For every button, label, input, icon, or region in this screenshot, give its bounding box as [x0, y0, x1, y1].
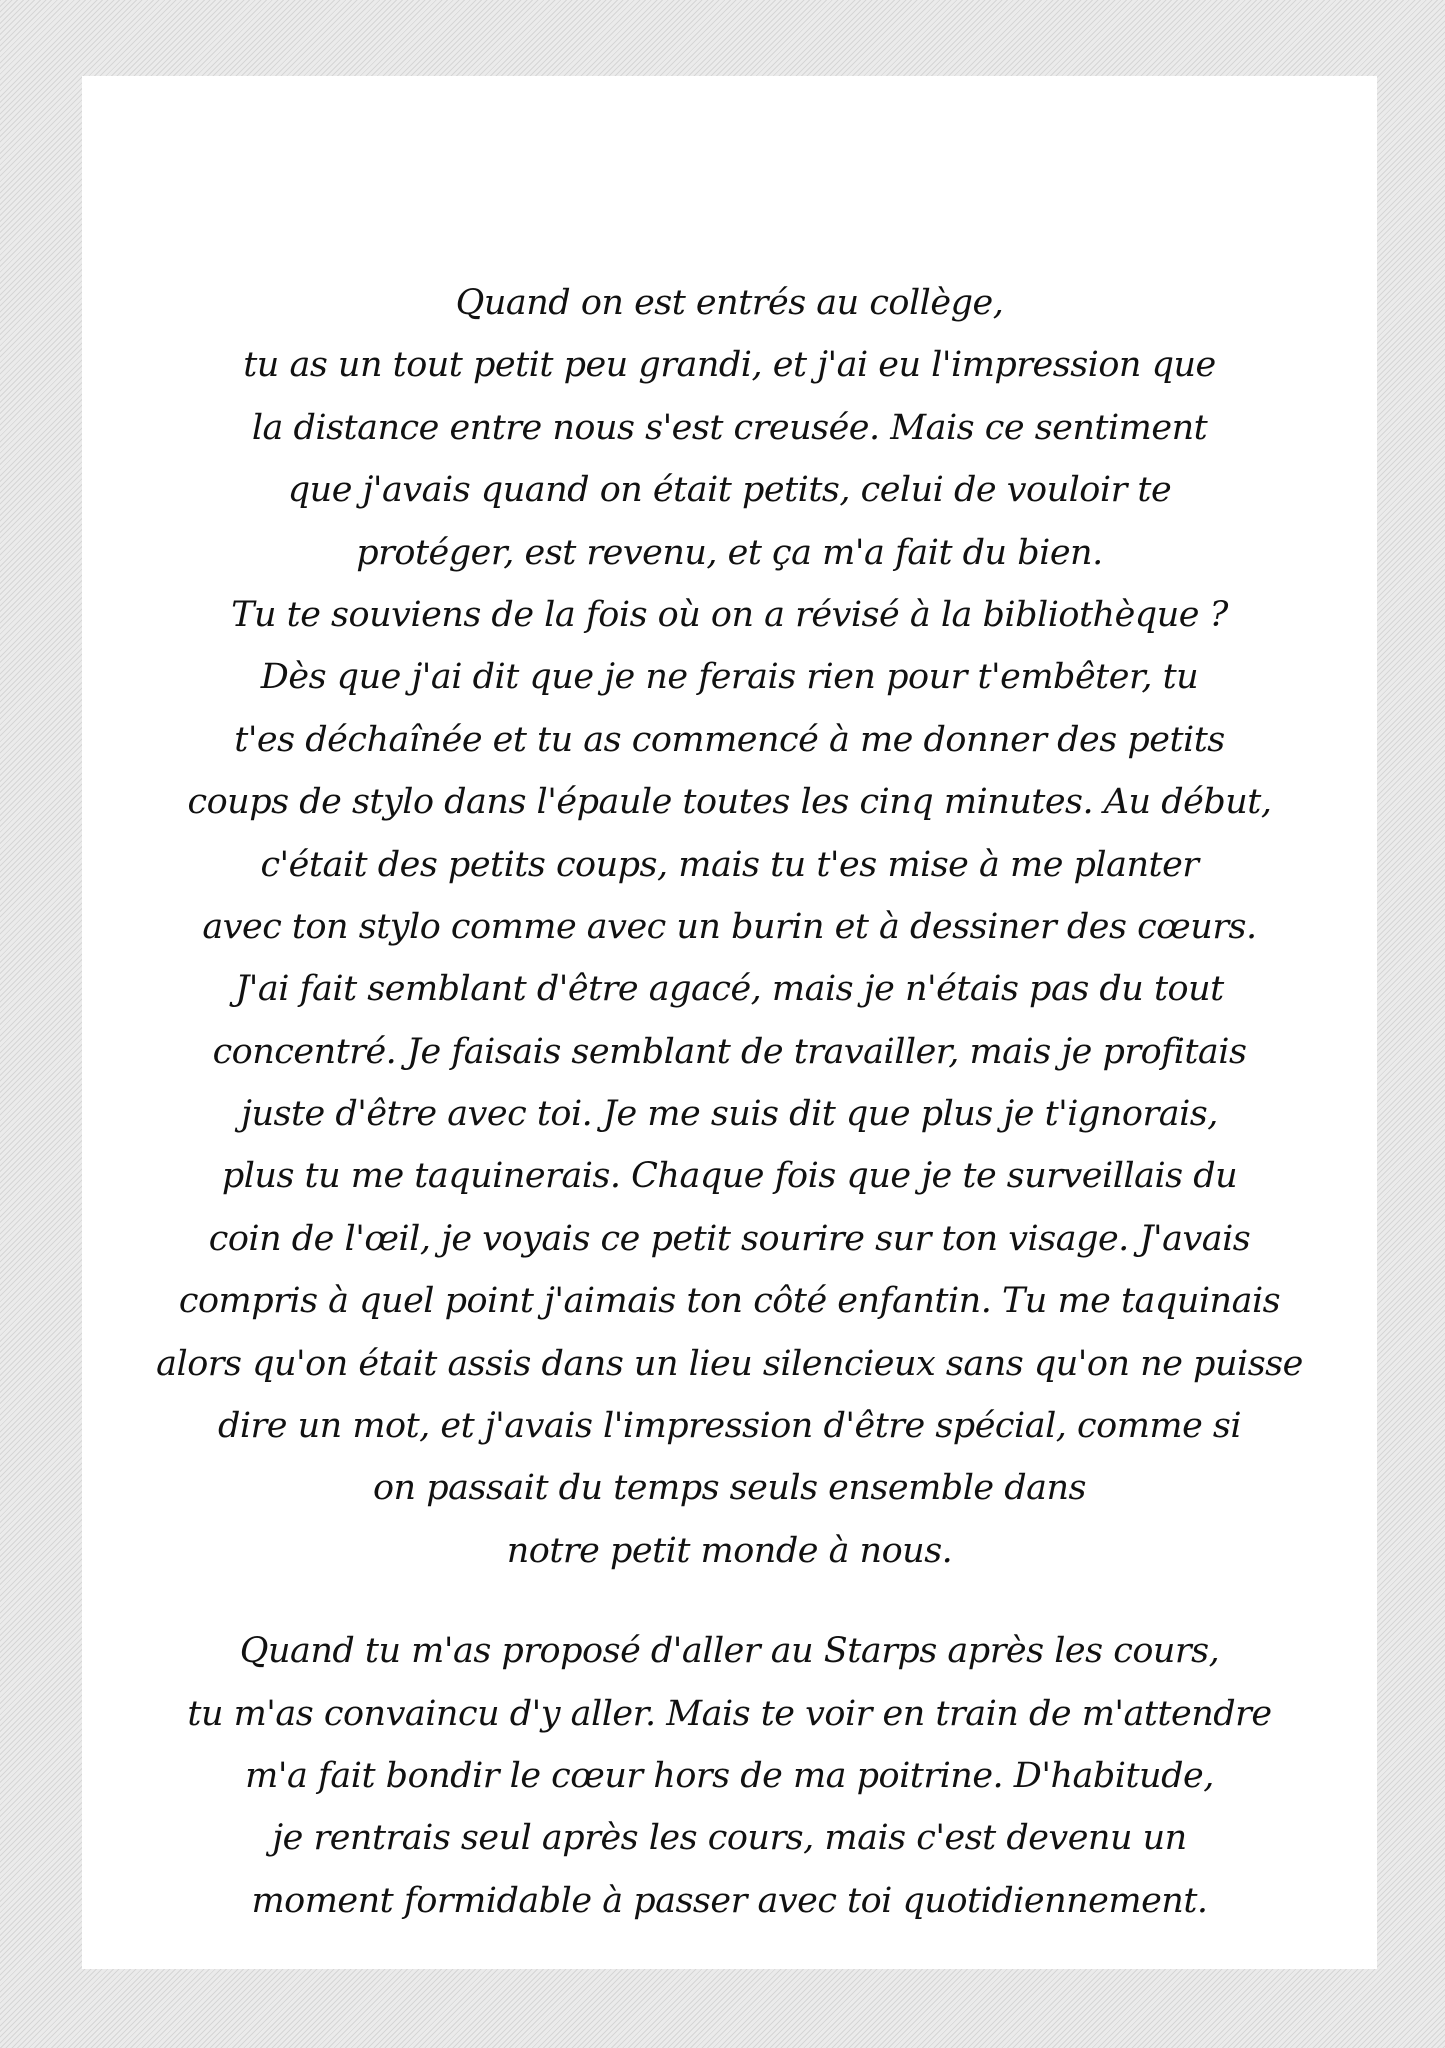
text-line: avec ton stylo comme avec un burin et à dessiner des cœurs.: [202, 906, 1257, 947]
text-line: coin de l'œil, je voyais ce petit sourire sur ton visage. J'avais: [208, 1218, 1251, 1259]
text-line: concentré. Je faisais semblant de travailler, mais je profitais: [212, 1031, 1247, 1072]
paragraph-2: [82, 1620, 1377, 1932]
text-line: Tu te souviens de la fois où on a révisé à la bibliothèque ?: [231, 594, 1228, 635]
letter-page: [82, 76, 1377, 1969]
text-line: moment formidable à passer avec toi quotidiennement.: [251, 1880, 1208, 1921]
text-line: plus tu me taquinerais. Chaque fois que je te surveillais du: [221, 1156, 1238, 1197]
text-line: t'es déchaînée et tu as commencé à me donner des petits: [234, 719, 1225, 760]
text-line: J'ai fait semblant d'être agacé, mais je n'étais pas du tout: [235, 969, 1224, 1010]
text-line: notre petit monde à nous.: [506, 1530, 953, 1571]
text-line: je rentrais seul après les cours, mais c'est devenu un: [272, 1818, 1187, 1859]
paragraph-1: [82, 272, 1377, 1582]
text-line: on passait du temps seuls ensemble dans: [372, 1468, 1087, 1509]
text-line: Dès que j'ai dit que je ne ferais rien pour t'embêter, tu: [260, 657, 1199, 698]
text-line: protéger, est revenu, et ça m'a fait du bien.: [356, 532, 1103, 573]
text-line: dire un mot, et j'avais l'impression d'être spécial, comme si: [217, 1406, 1242, 1447]
text-line: la distance entre nous s'est creusée. Mais ce sentiment: [251, 407, 1208, 448]
text-line: m'a fait bondir le cœur hors de ma poitrine. D'habitude,: [245, 1755, 1214, 1796]
text-line: alors qu'on était assis dans un lieu silencieux sans qu'on ne puisse: [156, 1343, 1303, 1384]
text-line: tu as un tout petit peu grandi, et j'ai eu l'impression que: [243, 345, 1216, 386]
text-line: que j'avais quand on était petits, celui de vouloir te: [287, 470, 1172, 511]
text-line: tu m'as convaincu d'y aller. Mais te voir en train de m'attendre: [187, 1693, 1272, 1734]
text-line: Quand on est entrés au collège,: [455, 283, 1004, 323]
text-line: coups de stylo dans l'épaule toutes les cinq minutes. Au début,: [187, 782, 1272, 823]
text-line: c'était des petits coups, mais tu t'es mise à me planter: [260, 844, 1199, 885]
letter-body: [82, 272, 1377, 1932]
text-line: compris à quel point j'aimais ton côté enfantin. Tu me taquinais: [178, 1281, 1281, 1322]
text-line: juste d'être avec toi. Je me suis dit que plus je t'ignorais,: [241, 1094, 1218, 1135]
text-line: Quand tu m'as proposé d'aller au Starps après les cours,: [239, 1631, 1220, 1672]
